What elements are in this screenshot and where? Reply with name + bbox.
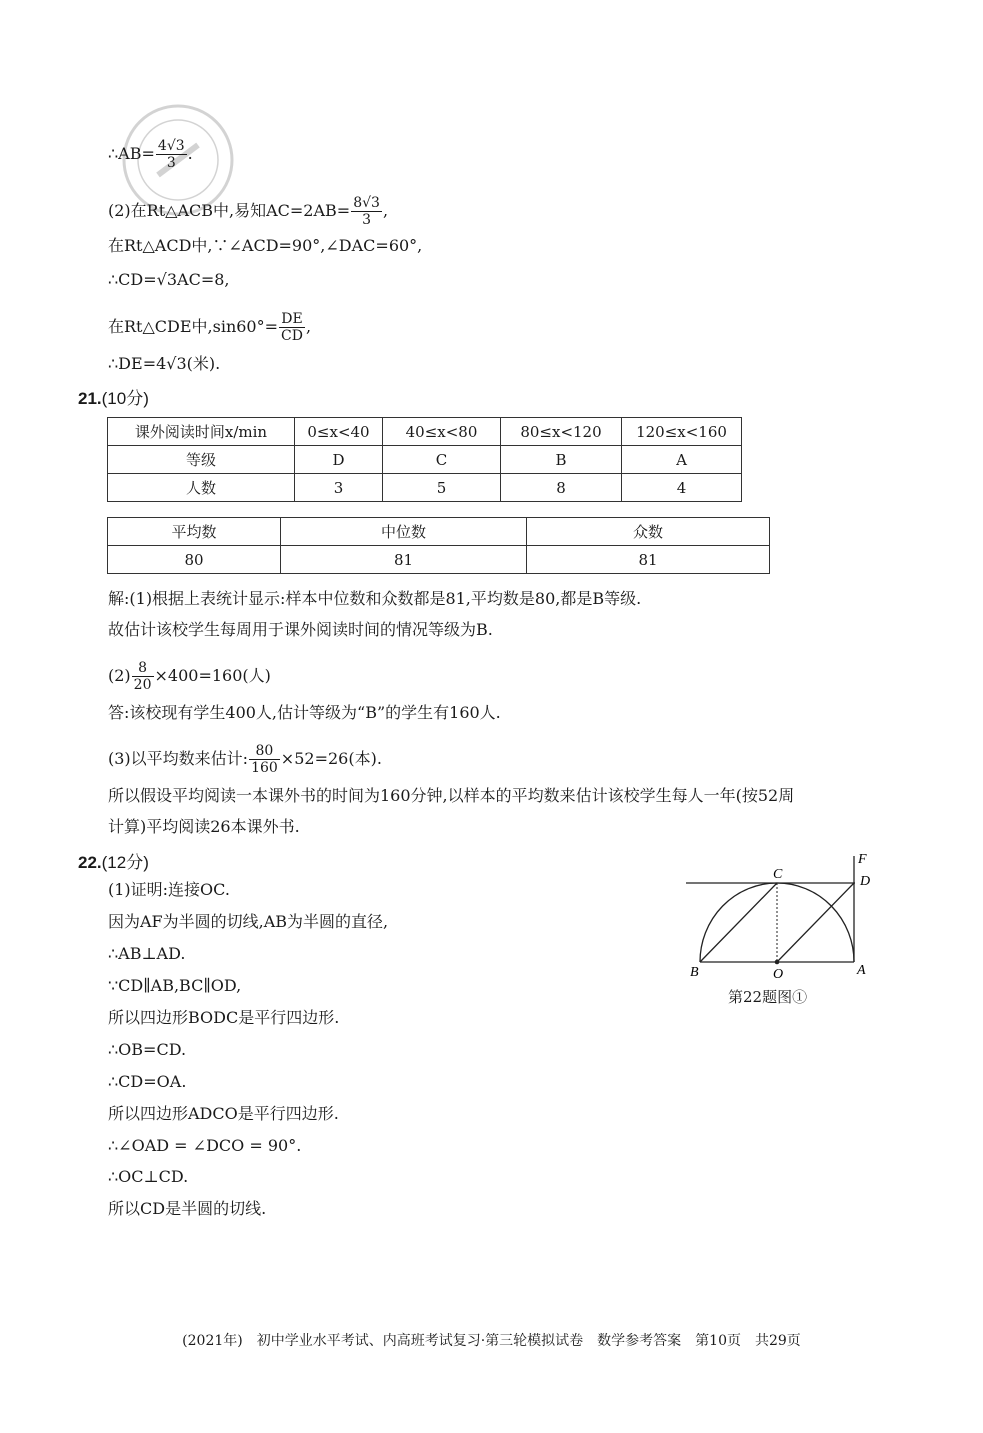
table-cell: 0≤x<40: [295, 418, 383, 446]
q21-solution-6: 所以假设平均阅读一本课外书的时间为160分钟,以样本的平均数来估计该校学生每人一年(按52周: [108, 786, 795, 805]
q22-line: ∴OC⊥CD.: [108, 1167, 189, 1186]
reading-time-table: [107, 417, 742, 502]
q22-line: ∴OB=CD.: [108, 1040, 187, 1059]
line-acd: 在Rt△ACD中,∵∠ACD=90°,∠DAC=60°,: [108, 236, 423, 255]
question-score: (12分): [101, 853, 149, 872]
line-sin: 在Rt△CDE中,sin60°= $\frac{DE}{CD}$ ,: [108, 311, 312, 344]
table-row: [108, 418, 742, 446]
q22-line: 所以四边形ADCO是平行四边形.: [108, 1104, 339, 1123]
table-cell: 80≤x<120: [501, 418, 622, 446]
table-cell: 8: [501, 474, 622, 502]
table-cell: A: [622, 446, 742, 474]
table-cell: 众数: [527, 518, 770, 546]
q21-solution-1: 解:(1)根据上表统计显示:样本中位数和众数都是81,平均数是80,都是B等级.: [108, 589, 642, 608]
label-c: C: [773, 867, 783, 882]
q21-solution-2: 故估计该校学生每周用于课外阅读时间的情况等级为B.: [108, 620, 493, 639]
table-cell: 120≤x<160: [622, 418, 742, 446]
table-row: [108, 474, 742, 502]
q22-line: ∵CD∥AB,BC∥OD,: [108, 976, 242, 995]
table-cell: 80: [108, 546, 281, 574]
q21-solution-7: 计算)平均阅读26本课外书.: [108, 817, 300, 836]
question-22-header: [78, 848, 149, 873]
center-point-o: [775, 960, 780, 965]
line-od: [777, 883, 854, 962]
table-cell: 4: [622, 474, 742, 502]
q22-line: ∴AB⊥AD.: [108, 944, 186, 963]
figure-caption: 第22题图①: [728, 988, 808, 1006]
statistics-table: [107, 517, 770, 574]
q22-line: 所以四边形BODC是平行四边形.: [108, 1008, 340, 1027]
line-ab: ∴AB= $\frac{4√3}{3}$ .: [108, 138, 193, 171]
q22-line: (1)证明:连接OC.: [108, 880, 230, 899]
q22-line: ∴∠OAD = ∠DCO = 90°.: [108, 1136, 302, 1155]
table-cell: B: [501, 446, 622, 474]
q21-solution-5: (3)以平均数来估计: $\frac{80}{160}$ ×52=26(本).: [108, 743, 382, 776]
line-cd: ∴CD=√3AC=8,: [108, 270, 230, 289]
page-footer: (2021年) 初中学业水平考试、内高班考试复习·第三轮模拟试卷 数学参考答案 第10页 共29页: [182, 1333, 801, 1349]
table-cell: 中位数: [281, 518, 527, 546]
table-cell: 平均数: [108, 518, 281, 546]
label-a: A: [857, 963, 866, 978]
question-21-header: [78, 384, 149, 409]
table-cell: 课外阅读时间x/min: [108, 418, 295, 446]
question-number: 22.: [78, 853, 102, 872]
table-cell: 5: [383, 474, 501, 502]
table-cell: 等级: [108, 446, 295, 474]
table-cell: D: [295, 446, 383, 474]
table-cell: 81: [527, 546, 770, 574]
table-cell: 3: [295, 474, 383, 502]
table-cell: 81: [281, 546, 527, 574]
label-o: O: [773, 967, 784, 982]
question-number: 21.: [78, 389, 102, 408]
semicircle: [700, 883, 854, 962]
label-d: D: [860, 874, 871, 889]
table-row: [108, 518, 770, 546]
q22-line: 因为AF为半圆的切线,AB为半圆的直径,: [108, 912, 389, 931]
table-row: [108, 446, 742, 474]
label-f: F: [858, 852, 867, 867]
table-cell: C: [383, 446, 501, 474]
geometry-figure: [680, 848, 880, 983]
q22-line: 所以CD是半圆的切线.: [108, 1199, 267, 1218]
table-cell: 人数: [108, 474, 295, 502]
line-de: ∴DE=4√3(米).: [108, 354, 221, 373]
table-cell: 40≤x<80: [383, 418, 501, 446]
question-score: (10分): [101, 389, 149, 408]
label-b: B: [690, 965, 699, 980]
table-row: [108, 546, 770, 574]
line-ac: (2)在Rt△ACB中,易知AC=2AB= $\frac{8√3}{3}$ ,: [108, 195, 389, 228]
q21-solution-4: 答:该校现有学生400人,估计等级为“B”的学生有160人.: [108, 703, 501, 722]
line-bc: [700, 883, 777, 962]
q22-line: ∴CD=OA.: [108, 1072, 187, 1091]
q21-solution-3: (2) $\frac{8}{20}$ ×400=160(人): [108, 660, 271, 693]
